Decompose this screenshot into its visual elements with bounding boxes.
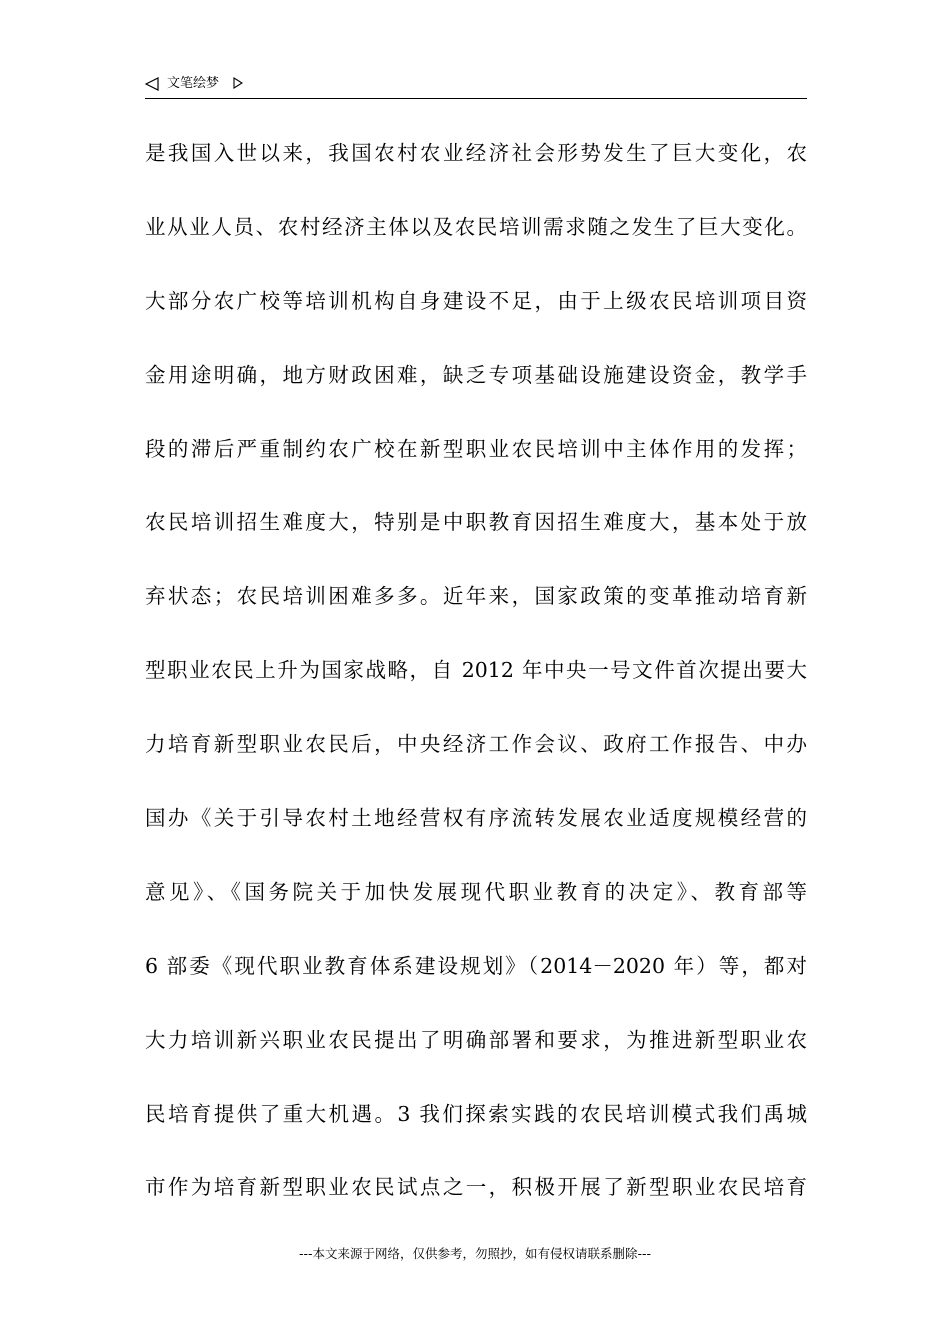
triangle-right-icon: [233, 77, 243, 89]
brand-name: 文笔绘梦: [167, 76, 220, 91]
body-line: 力培育新型职业农民后，中央经济工作会议、政府工作报告、中办: [145, 732, 807, 757]
body-line: 意见》、《国务院关于加快发展现代职业教育的决定》、教育部等: [145, 879, 807, 904]
body-line: 民培育提供了重大机遇。3 我们探索实践的农民培训模式我们禹城: [145, 1101, 807, 1126]
body-line: 型职业农民上升为国家战略，自 2012 年中央一号文件首次提出要大: [145, 658, 807, 683]
triangle-left-icon: [145, 77, 159, 91]
body-line: 是我国入世以来，我国农村农业经济社会形势发生了巨大变化，农: [145, 141, 807, 165]
body-line: 段的滞后严重制约农广校在新型职业农民培训中主体作用的发挥；: [145, 436, 807, 461]
footer-notice: ---本文来源于网络，仅供参考，勿照抄，如有侵权请联系删除---: [298, 1246, 652, 1261]
page-header: [145, 72, 807, 99]
body-line: 金用途明确，地方财政困难，缺乏专项基础设施建设资金，教学手: [145, 362, 807, 387]
body-line: 6 部委《现代职业教育体系建设规划》（2014－2020 年）等，都对: [145, 953, 807, 978]
body-line: 国办《关于引导农村土地经营权有序流转发展农业适度规模经营的: [145, 806, 807, 831]
body-line: 业从业人员、农村经济主体以及农民培训需求随之发生了巨大变化。: [145, 214, 807, 239]
body-line: 弃状态；农民培训困难多多。近年来，国家政策的变革推动培育新: [145, 584, 807, 609]
body-line: 大力培训新兴职业农民提出了明确部署和要求，为推进新型职业农: [145, 1027, 807, 1052]
body-line: 市作为培育新型职业农民试点之一，积极开展了新型职业农民培育: [145, 1175, 807, 1200]
body-line: 农民培训招生难度大，特别是中职教育因招生难度大，基本处于放: [145, 510, 807, 535]
body-line: 大部分农广校等培训机构自身建设不足，由于上级农民培训项目资: [145, 288, 807, 313]
document-body: [145, 135, 807, 1206]
